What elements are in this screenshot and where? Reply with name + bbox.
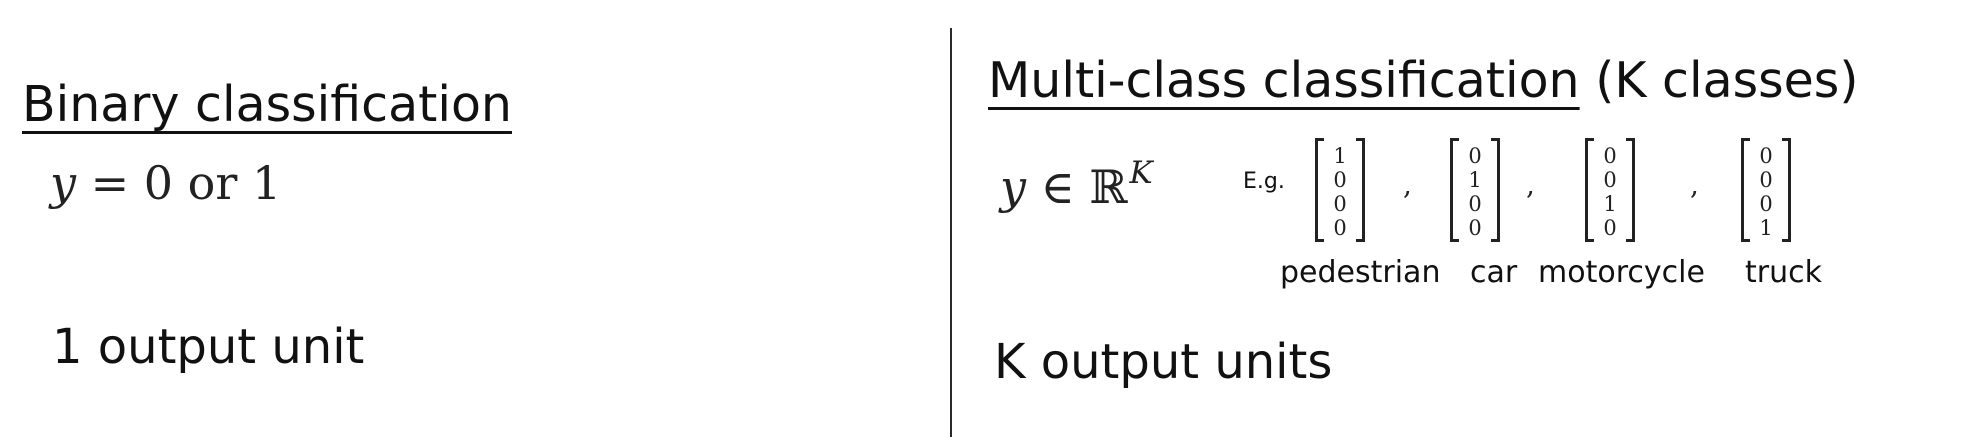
vector-entry: 0 [1333,192,1347,216]
vector-entry: 0 [1603,168,1617,192]
class-label-pedestrian: pedestrian [1280,255,1441,290]
vector-entry: 0 [1468,216,1482,240]
column-divider [950,28,952,437]
vector-entry: 0 [1333,168,1347,192]
vector-entry: 1 [1759,216,1773,240]
dimension-exponent: K [1129,155,1153,191]
vector-entry: 0 [1468,144,1482,168]
left-bracket [1450,138,1459,242]
class-label-car: car [1470,255,1518,290]
vector-entry: 1 [1603,192,1617,216]
left-bracket [1741,138,1750,242]
equation-variable-y: y [50,156,76,210]
one-hot-vector-pedestrian [1315,141,1365,245]
multiclass-label-equation [1000,155,1153,214]
class-label-motorcycle: motorcycle [1538,255,1705,290]
element-of-symbol: ∈ [1026,160,1090,214]
vector-entry: 0 [1333,216,1347,240]
vector-separator: , [1690,168,1699,201]
left-bracket [1315,138,1324,242]
right-bracket [1356,138,1365,242]
binary-output-units: 1 output unit [52,319,365,375]
one-hot-vector-truck [1741,141,1791,245]
equation-rest: = 0 or 1 [76,156,282,210]
right-bracket [1782,138,1791,242]
class-label-truck: truck [1745,255,1822,290]
vector-entry: 0 [1759,144,1773,168]
vector-entry: 1 [1333,144,1347,168]
vector-entry: 1 [1468,168,1482,192]
multiclass-classes-suffix: (K classes) [1579,52,1859,109]
multiclass-classification-title: Multi-class classification [988,52,1580,109]
real-numbers-symbol: ℝ [1089,160,1128,214]
left-bracket [1585,138,1594,242]
binary-classification-title: Binary classification [22,76,512,133]
one-hot-vector-motorcycle [1585,141,1635,245]
binary-label-equation [50,156,282,210]
one-hot-vector-car [1450,141,1500,245]
binary-classification-heading [22,76,512,133]
vector-entry: 0 [1759,168,1773,192]
equation-variable-y: y [1000,160,1026,214]
vector-entry: 0 [1603,216,1617,240]
right-bracket [1491,138,1500,242]
vector-entry: 0 [1468,192,1482,216]
vector-entry: 0 [1759,192,1773,216]
vector-entry: 0 [1603,144,1617,168]
vector-separator: , [1403,168,1412,201]
right-bracket [1626,138,1635,242]
multiclass-output-units: K output units [994,334,1333,390]
vector-separator: , [1526,168,1535,201]
example-prefix: E.g. [1243,169,1285,194]
multiclass-classification-heading [988,52,1859,109]
